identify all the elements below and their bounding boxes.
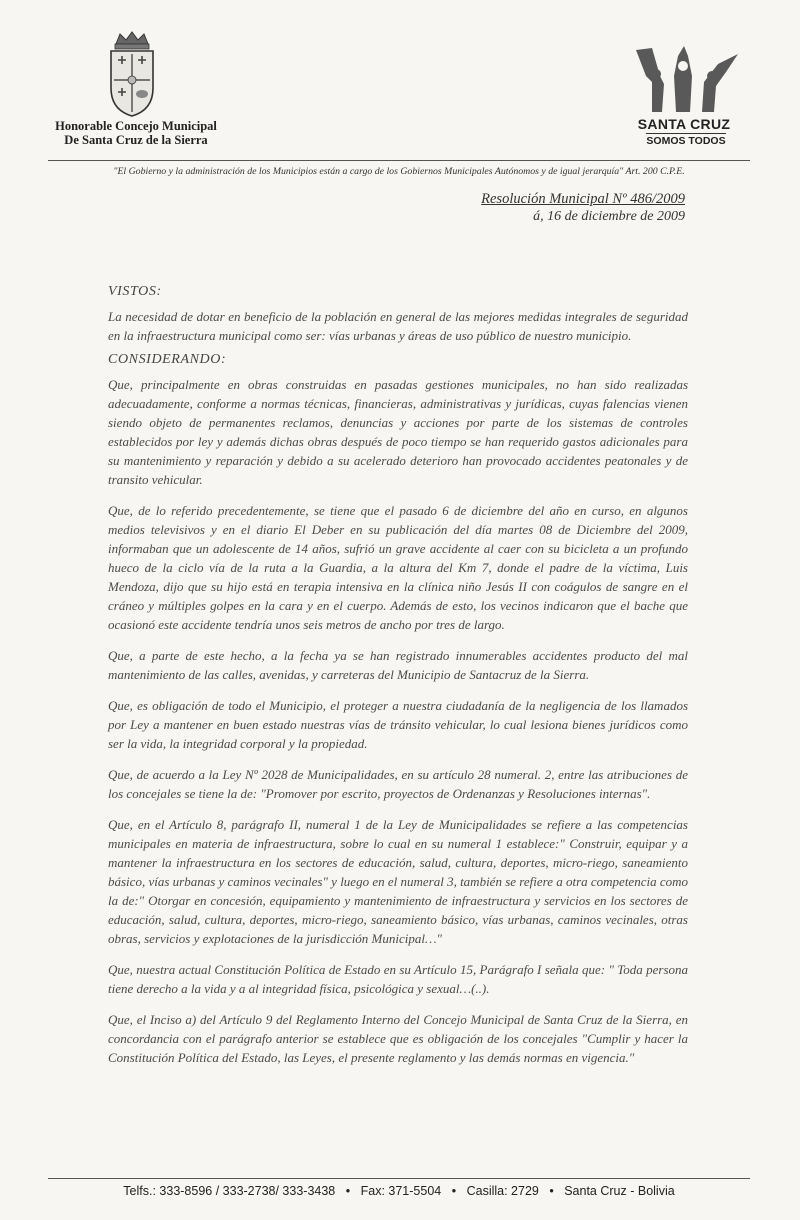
- considerando-paragraph: Que, el Inciso a) del Artículo 9 del Reglamento Interno del Concejo Municipal de Santa Cruz de la Sierra, en concordancia con el parágrafo anterior se establece que es obligación de los concejales "Cumplir y hacer la Constitución Política del Estado, las Leyes, el presente reglamento y las demás normas en vigencia.": [108, 1012, 688, 1065]
- considerando-paragraph: Que, de lo referido precedentemente, se tiene que el pasado 6 de diciembre del año en curso, en algunos medios televisivos y en el diario El Deber en su publicación del día martes 08 de Diciembre del 2009, informaban que un adolescente de 14 años, sufrió un grave accidente al caer con su bicicleta a un profundo hueco de la ciclo vía de la ruta a la Guardia, a la altura del Km 7, donde el padre de la víctima, Luis Mendoza, dijo que su hijo está en terapia intensiva en la clínica niño Jesús II con coágulos de sangre en el cráneo y múltiples golpes en la cara y en el cuerpo. Además de esto, los vecinos indicaron que el bache que ocasionó este accidente tendría unos seis metros de ancho por tres de largo.: [108, 503, 688, 632]
- footer-separator: •: [451, 1184, 457, 1198]
- considerando-paragraph: Que, es obligación de todo el Municipio, el proteger a nuestra ciudadanía de la negligencia de los llamados por Ley a mantener en buen estado nuestras vías de tránsito vehicular, lo cual lesiona bienes jurídicos como ser la vida, la integridad corporal y la propiedad.: [108, 698, 688, 751]
- brand-motto: SOMOS TODOS: [646, 135, 726, 147]
- considerando-paragraph: Que, principalmente en obras construidas en pasadas gestiones municipales, no han sido realizadas adecuadamente, conforme a normas técnicas, financieras, administrativas y jurídicas, cuyas falencias vienen siendo objeto de permanentes reclamos, denuncias y acciones por parte de los sistemas de controles establecidos por ley y además dichas obras después de poco tiempo se han requerido gastos adicionales para su mantenimiento y reparación y debido a su acelerado deterioro han provocado accidentes peatonales y de transito vehicular.: [108, 377, 688, 487]
- considerando-paragraph: Que, en el Artículo 8, parágrafo II, numeral 1 de la Ley de Municipalidades se refiere a las competencias municipales en materia de infraestructura, sobre lo cual en su numeral 1 establece:" Construir, equipar y a mantener la infraestructura en los sectores de educación, salud, cultura, deportes, micro-riego, saneamiento básico, vías urbanas y caminos vecinales" y luego en el numeral 3, también se refiere a otra competencia como la de:" Otorgar en concesión, equipamiento y mantenimiento de infraestructura y servicios en los sectores de educación, salud, cultura, deportes, micro-riego, saneamiento básico, vías urbanas, caminos vecinales, otras obras, servicios y explotaciones de la jurisdicción Municipal…": [108, 817, 688, 946]
- footer-separator: •: [549, 1184, 554, 1198]
- footer-divider: [48, 1178, 750, 1179]
- vistos-paragraph: La necesidad de dotar en beneficio de la población en general de las mejores medidas integrales de seguridad en la infraestructura municipal como ser: vías urbanas y áreas de uso público de nuestro municipio.: [108, 309, 688, 343]
- footer-city: Santa Cruz - Bolivia: [564, 1184, 675, 1198]
- footer-phones: Telfs.: 333-8596 / 333-2738/ 333-3438: [123, 1184, 336, 1198]
- considerando-paragraph: Que, nuestra actual Constitución Política de Estado en su Artículo 15, Parágrafo I señala que: " Toda persona tiene derecho a la vida y a al integridad física, psicológica y sexual…(..).: [108, 962, 688, 996]
- considerando-paragraph: Que, de acuerdo a la Ley Nº 2028 de Municipalidades, en su artículo 28 numeral. 2, entre las atribuciones de los concejales se tiene la de: "Promover por escrito, proyectos de Ordenanzas y Resoluciones internas".: [108, 767, 688, 801]
- council-name-line2: De Santa Cruz de la Sierra: [64, 133, 208, 147]
- council-name: [48, 119, 224, 147]
- contact-footer: [48, 1184, 750, 1198]
- vistos-heading: VISTOS:: [108, 284, 162, 299]
- header-divider: [48, 160, 750, 161]
- council-name-line1: Honorable Concejo Municipal: [55, 119, 217, 133]
- resolution-number: Resolución Municipal Nº 486/2009: [481, 191, 685, 207]
- footer-casilla: Casilla: 2729: [466, 1184, 539, 1198]
- footer-fax: Fax: 371-5504: [360, 1184, 442, 1198]
- footer-separator: •: [345, 1184, 351, 1198]
- considerando-paragraph: Que, a parte de este hecho, a la fecha ya se han registrado innumerables accidentes producto del mal mantenimiento de las calles, avenidas, y carreteras del Municipio de Santacruz de la Sierra.: [108, 648, 688, 682]
- coat-of-arms-icon: [106, 30, 158, 120]
- resolution-date: á, 16 de diciembre de 2009: [533, 209, 685, 224]
- considerando-heading: CONSIDERANDO:: [108, 352, 227, 367]
- brand-name: SANTA CRUZ: [637, 116, 731, 132]
- constitution-quote: "El Gobierno y la administración de los Municipios están a cargo de los Gobiernos Municipales Autónomos y de igual jerarquía" Art. 200 C.P.E.: [113, 166, 685, 177]
- resolution-body: [108, 282, 688, 1079]
